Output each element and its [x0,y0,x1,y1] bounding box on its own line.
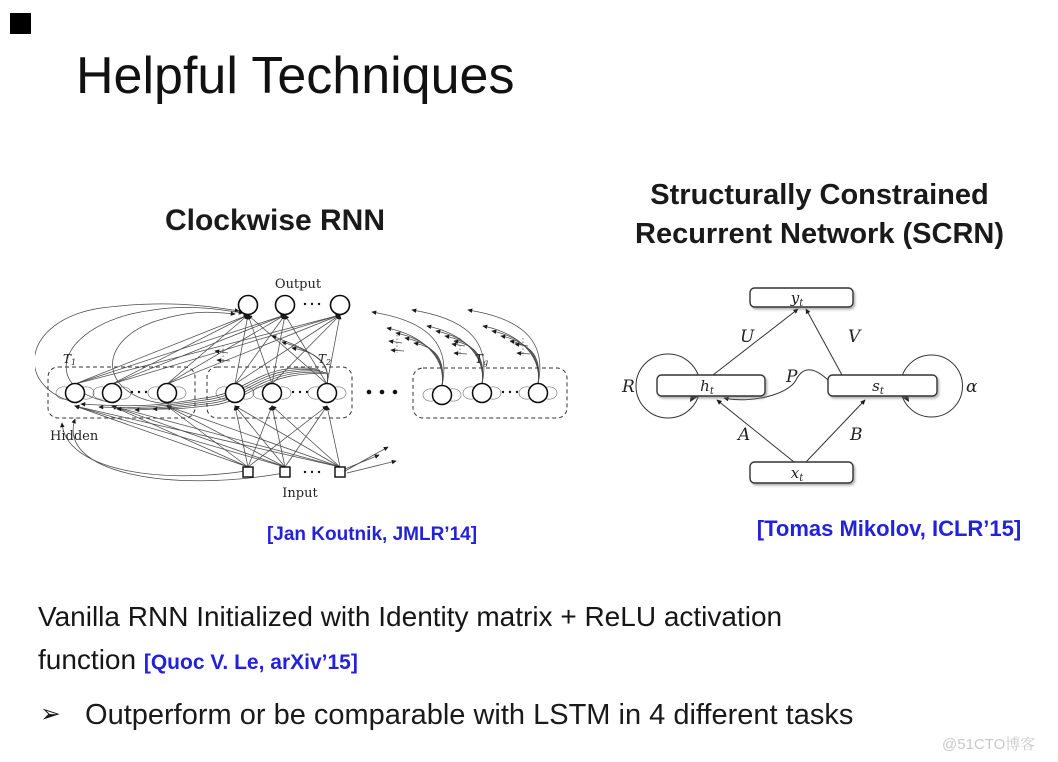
clockwise-rnn-figure [35,272,580,510]
connector-line [510,341,539,384]
hidden-unit [529,384,548,403]
hidden-units [66,384,548,405]
connector-line [345,455,379,469]
v-label: V [848,327,861,347]
hidden-label: Hidden [50,429,99,444]
connector-line [389,341,402,343]
connector-line [112,406,285,467]
output-label: Output [274,277,322,292]
hidden-unit [263,384,282,403]
connector-line [454,353,467,354]
scrn-heading-line1: Structurally Constrained [650,179,989,211]
corner-marker [10,13,31,34]
bullet-text: Outperform or be comparable with LSTM in 4 different tasks [85,699,854,731]
edge-u [713,309,798,375]
connector-line [327,406,340,467]
b-label: B [850,425,863,445]
input-unit [280,467,290,477]
arrow-bullet-icon: ➢ [40,700,61,728]
ht-label: $h_t$ [700,377,714,397]
connector-line [75,406,248,467]
hidden-unit [66,384,85,403]
bullet-line [40,699,853,732]
t1-label: T1 [63,352,77,367]
hidden-unit [226,384,245,403]
p-label: P [786,367,798,387]
connector-line [235,406,248,467]
connector-line [501,336,539,384]
connector-line [387,328,442,386]
body-text-function: function [38,644,144,675]
body-text-line1: Vanilla RNN Initialized with Identity matrix + ReLU activation [38,601,783,632]
body-text-line2 [38,644,358,676]
connector-line [112,315,248,384]
output-unit [239,296,258,315]
hidden-unit [473,384,492,403]
edge-a [717,400,794,462]
u-label: U [740,327,755,347]
scrn-figure [616,278,1046,490]
xt-label: $x_t$ [790,464,804,484]
hidden-unit [103,384,122,403]
connector-line [112,315,285,384]
yt-label: $y_t$ [790,289,804,309]
a-label: A [738,425,751,445]
connector-line [414,343,443,386]
connector-line [468,310,540,384]
connector-line [517,353,530,354]
citation-le: [Quoc V. Le, arXiv’15] [143,651,358,674]
connector-line [412,310,484,384]
alpha-label: α [966,377,978,397]
connector-line [345,447,388,471]
output-unit [331,296,350,315]
citation-mikolov: [Tomas Mikolov, ICLR’15] [756,516,1022,541]
scrn-heading-line2: Recurrent Network (SCRN) [635,218,1004,250]
output-unit [276,296,295,315]
input-unit [335,467,345,477]
input-label: Input [282,486,318,501]
input-unit [243,467,253,477]
hidden-unit [433,386,452,405]
input-units [243,467,345,477]
connector-line [217,360,230,361]
connector-line [372,312,444,386]
scrn-heading [597,176,1042,254]
connector-line [117,371,323,409]
tg-label: Tg [475,352,489,367]
hidden-unit [158,384,177,403]
connector-line [452,344,465,346]
connector-line [75,406,340,467]
connector-line [347,461,396,473]
connector-line [272,406,285,467]
hidden-unit [318,384,337,403]
connector-line [235,315,248,384]
st-label: $s_t$ [872,377,884,397]
connector-line [235,406,340,467]
page-title: Helpful Techniques [76,47,515,105]
connector-line [391,350,404,351]
connector-line [483,326,538,384]
clockwise-rnn-heading: Clockwise RNN [164,204,386,237]
r-label: R [622,377,635,397]
connector-line [405,338,443,386]
edge-v [806,309,842,375]
watermark: @51CTO博客 [942,736,1036,753]
output-units [239,296,350,315]
t2-label: T2 [318,352,332,367]
citation-koutnik: [Jan Koutnik, JMLR’14] [266,524,478,545]
